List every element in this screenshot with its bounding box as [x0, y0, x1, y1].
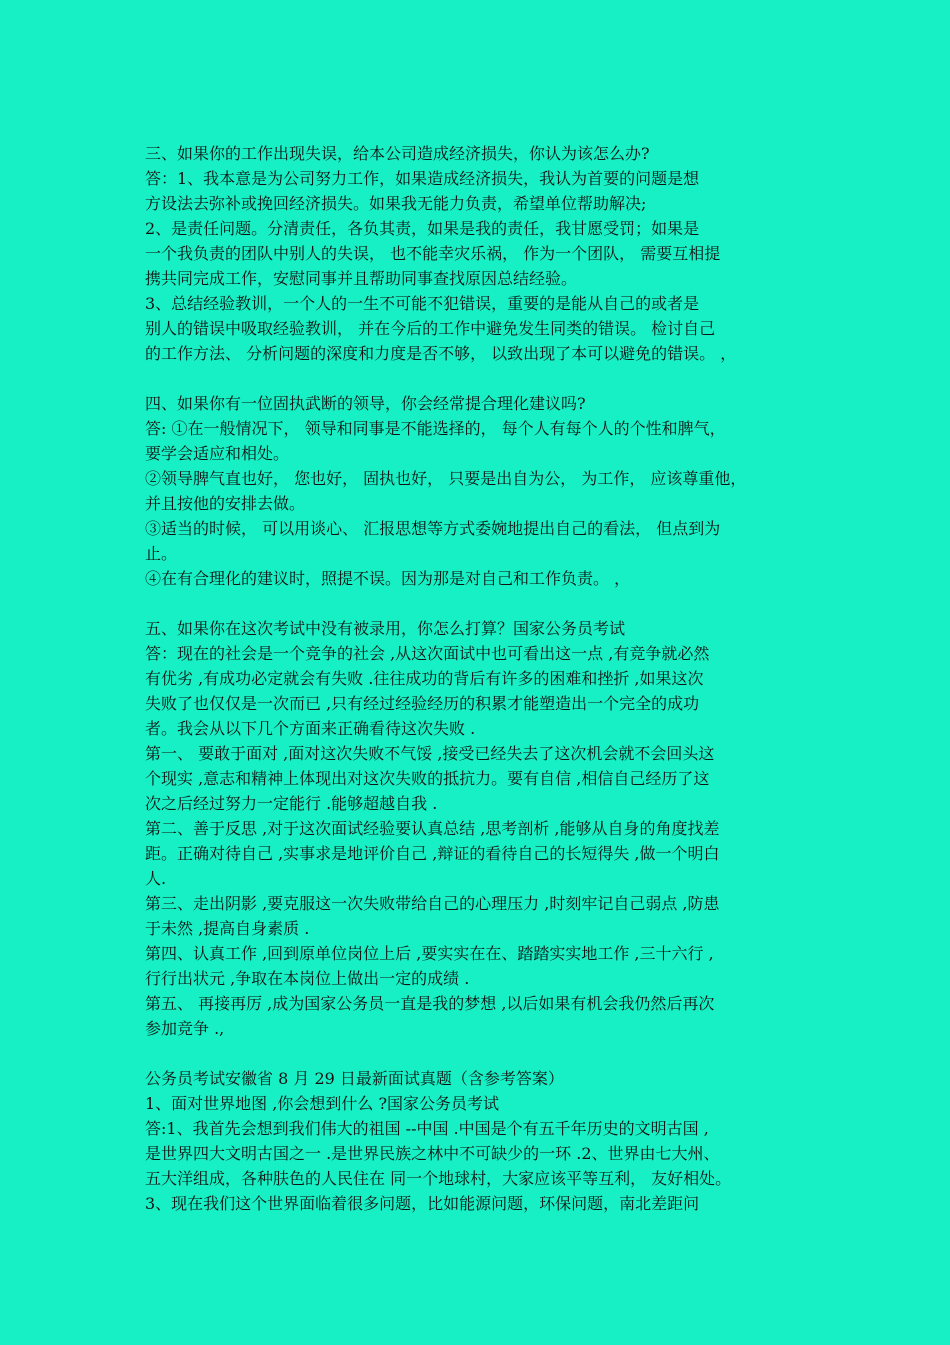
document-body	[145, 141, 810, 1216]
text-line: 五大洋组成，各种肤色的人民住在 同一个地球村，大家应该平等互利， 友好相处。	[145, 1169, 732, 1188]
text-line: ②领导脾气直也好， 您也好， 固执也好， 只要是出自为公， 为工作， 应该尊重他，	[145, 469, 747, 488]
paragraph-gap	[145, 591, 810, 616]
text-line: 有优劣 ,有成功必定就会有失败 .往往成功的背后有许多的困难和挫折 ,如果这次	[145, 669, 704, 688]
text-line: 答:1、我首先会想到我们伟大的祖国 --中国 .中国是个有五千年历史的文明古国 ,	[145, 1119, 709, 1138]
text-line: 第二、善于反思 ,对于这次面试经验要认真总结 ,思考剖析 ,能够从自身的角度找差	[145, 819, 720, 838]
text-line: 第五、 再接再厉 ,成为国家公务员一直是我的梦想 ,以后如果有机会我仍然后再次	[145, 994, 715, 1013]
text-line: 第一、 要敢于面对 ,面对这次失败不气馁 ,接受已经失去了这次机会就不会回头这	[145, 744, 715, 763]
text-line: 是世界四大文明古国之一 .是世界民族之林中不可缺少的一环 .2、世界由七大州、	[145, 1144, 720, 1163]
text-line: 于未然 ,提高自身素质 .	[145, 919, 310, 938]
section-4	[145, 391, 810, 591]
section-3-question: 三、如果你的工作出现失误，给本公司造成经济损失，你认为该怎么办?	[145, 144, 650, 163]
text-line: 1、面对世界地图 ,你会想到什么 ?国家公务员考试	[145, 1094, 500, 1113]
section-5-question: 五、如果你在这次考试中没有被录用，你怎么打算？国家公务员考试	[145, 619, 626, 638]
text-line: 答: ①在一般情况下， 领导和同事是不能选择的， 每个人有每个人的个性和脾气，	[145, 419, 726, 438]
section-6-title: 公务员考试安徽省 8 月 29 日最新面试真题（含参考答案）	[145, 1069, 564, 1088]
paragraph-gap	[145, 1041, 810, 1066]
text-line: 者。我会从以下几个方面来正确看待这次失败 .	[145, 719, 476, 738]
text-line: 参加竞争 .,	[145, 1019, 225, 1038]
text-line: 失败了也仅仅是一次而已 ,只有经过经验经历的积累才能塑造出一个完全的成功	[145, 694, 700, 713]
paragraph-gap	[145, 366, 810, 391]
text-line: 2、是责任问题。分清责任，各负其责，如果是我的责任，我甘愿受罚；如果是	[145, 219, 700, 238]
text-line: 3、现在我们这个世界面临着很多问题，比如能源问题，环保问题，南北差距问	[145, 1194, 700, 1213]
section-5	[145, 616, 810, 1041]
text-line: 止。	[145, 544, 178, 563]
section-6	[145, 1066, 810, 1216]
section-4-question: 四、如果你有一位固执武断的领导，你会经常提合理化建议吗?	[145, 394, 586, 413]
text-line: 要学会适应和相处。	[145, 444, 290, 463]
text-line: 方设法去弥补或挽回经济损失。如果我无能力负责，希望单位帮助解决;	[145, 194, 647, 213]
text-line: ④在有合理化的建议时，照提不误。因为那是对自己和工作负责。 ，	[145, 569, 631, 588]
section-3	[145, 141, 810, 366]
text-line: 次之后经过努力一定能行 .能够超越自我 .	[145, 794, 438, 813]
text-line: 距。正确对待自己 ,实事求是地评价自己 ,辩证的看待自己的长短得失 ,做一个明白	[145, 844, 720, 863]
text-line: 行行出状元 ,争取在本岗位上做出一定的成绩 .	[145, 969, 470, 988]
text-line: 并且按他的安排去做。	[145, 494, 306, 513]
text-line: 个现实 ,意志和精神上体现出对这次失败的抵抗力。要有自信 ,相信自己经历了这	[145, 769, 710, 788]
text-line: 答：现在的社会是一个竞争的社会 ,从这次面试中也可看出这一点 ,有竞争就必然	[145, 644, 710, 663]
text-line: 答：1、我本意是为公司努力工作，如果造成经济损失，我认为首要的问题是想	[145, 169, 700, 188]
text-line: 人.	[145, 869, 167, 888]
text-line: ③适当的时候， 可以用谈心、 汇报思想等方式委婉地提出自己的看法， 但点到为	[145, 519, 721, 538]
text-line: 一个我负责的团队中别人的失误， 也不能幸灾乐祸， 作为一个团队， 需要互相提	[145, 244, 721, 263]
text-line: 第三、走出阴影 ,要克服这一次失败带给自己的心理压力 ,时刻牢记自己弱点 ,防患	[145, 894, 720, 913]
text-line: 的工作方法、 分析问题的深度和力度是否不够， 以致出现了本可以避免的错误。 ，	[145, 344, 737, 363]
text-line: 3、总结经验教训，一个人的一生不可能不犯错误，重要的是能从自己的或者是	[145, 294, 700, 313]
text-line: 别人的错误中吸取经验教训， 并在今后的工作中避免发生同类的错误。 检讨自己	[145, 319, 716, 338]
text-line: 第四、认真工作 ,回到原单位岗位上后 ,要实实在在、踏踏实实地工作 ,三十六行 ,	[145, 944, 714, 963]
text-line: 携共同完成工作，安慰同事并且帮助同事查找原因总结经验。	[145, 269, 578, 288]
